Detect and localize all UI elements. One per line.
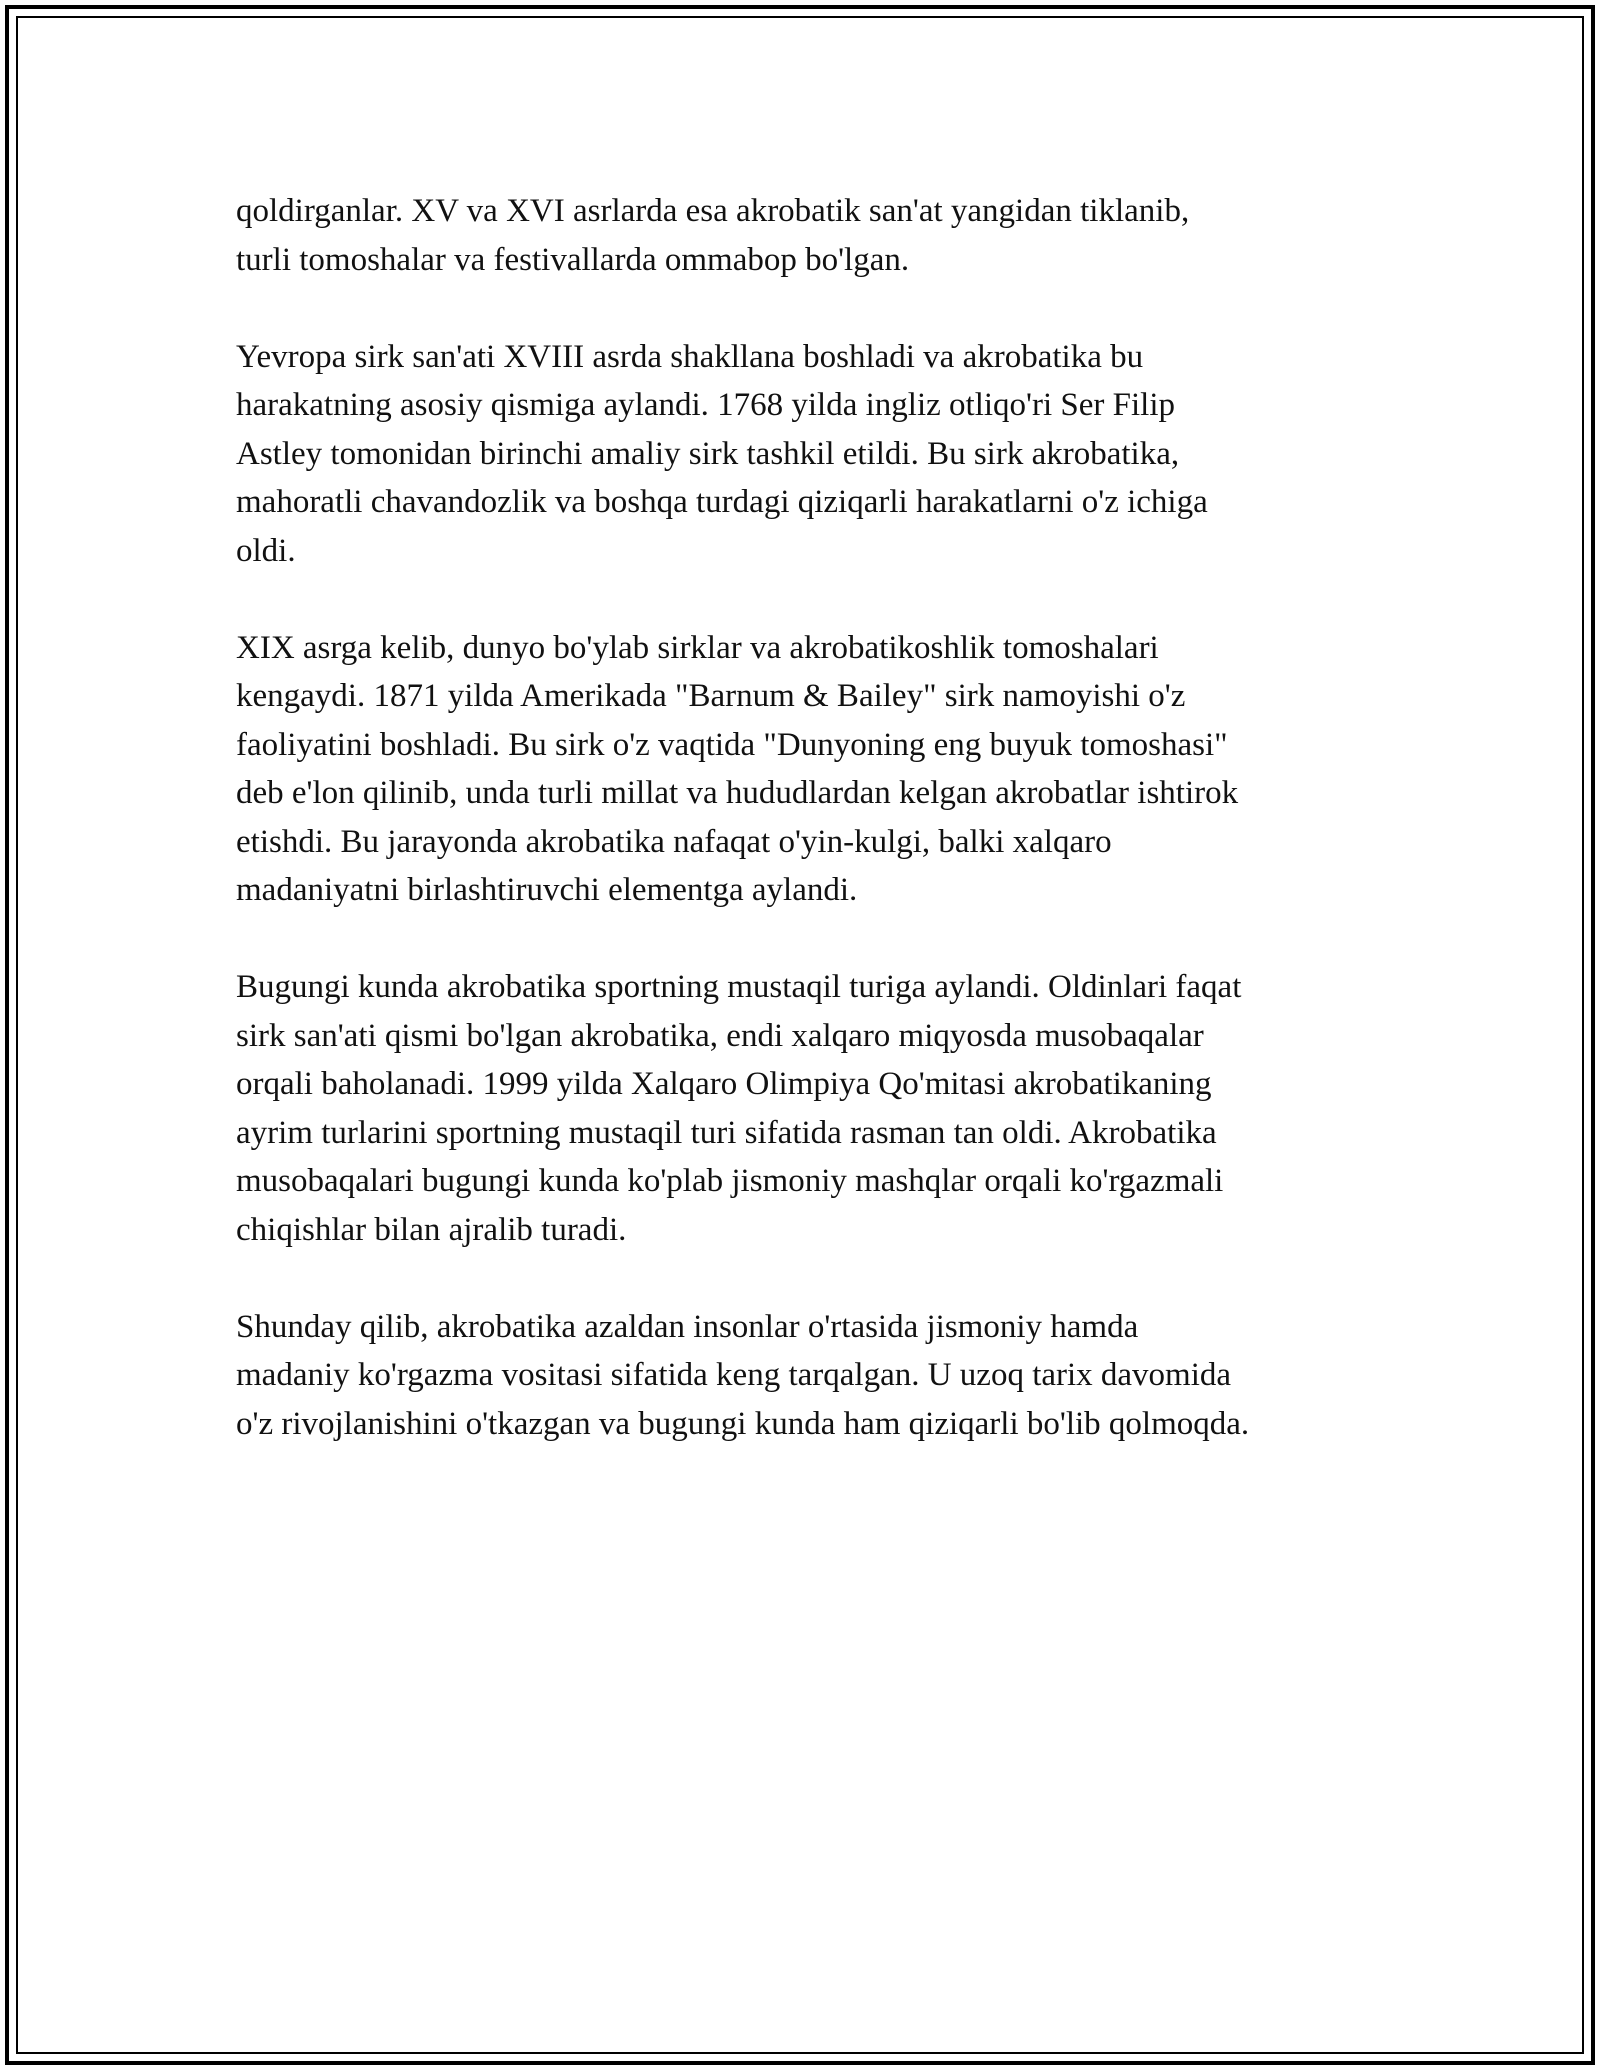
paragraph: XIX asrga kelib, dunyo bo'ylab sirklar va akrobatikoshlik tomoshalari kengaydi. 1871 yilda Amerikada "Barnum & Bailey" sirk namoyishi o'z faoliyatini boshladi. Bu sirk o'z vaqtida "Dunyoning eng buyuk tomoshasi" deb e'lon qilinib, unda turli millat va hududlardan kelgan akrobatlar ishtirok etishdi. Bu jarayonda akrobatika nafaqat o'yin-kulgi, balki xalqaro madaniyatni birlashtiruvchi elementga aylandi. xyxy=(236,629,1239,908)
paragraph: qoldirganlar. XV va XVI asrlarda esa akrobatik san'at yangidan tiklanib, turli tomoshalar va festivallarda ommabop bo'lgan. xyxy=(236,193,1190,278)
paragraph: Shunday qilib, akrobatika azaldan insonlar o'rtasida jismoniy hamda madaniy ko'rgazma vositasi sifatida keng tarqalgan. U uzoq tarix davomida o'z rivojlanishini o'tkazgan va bugungi kunda ham qiziqarli bo'lib qolmoqda. xyxy=(236,1308,1250,1442)
paragraph: Yevropa sirk san'ati XVIII asrda shakllana boshladi va akrobatika bu harakatning asosiy qismiga aylandi. 1768 yilda ingliz otliqo'ri Ser Filip Astley tomonidan birinchi amaliy sirk tashkil etildi. Bu sirk akrobatika, mahoratli chavandozlik va boshqa turdagi qiziqarli harakatlarni o'z ichiga oldi. xyxy=(236,338,1208,569)
document-body xyxy=(236,187,1366,1497)
paragraph: Bugungi kunda akrobatika sportning mustaqil turiga aylandi. Oldinlari faqat sirk san'ati qismi bo'lgan akrobatika, endi xalqaro miqyosda musobaqalar orqali baholanadi. 1999 yilda Xalqaro Olimpiya Qo'mitasi akrobatikaning ayrim turlarini sportning mustaqil turi sifatida rasman tan oldi. Akrobatika musobaqalari bugungi kunda ko'plab jismoniy mashqlar orqali ko'rgazmali chiqishlar bilan ajralib turadi. xyxy=(236,969,1242,1248)
